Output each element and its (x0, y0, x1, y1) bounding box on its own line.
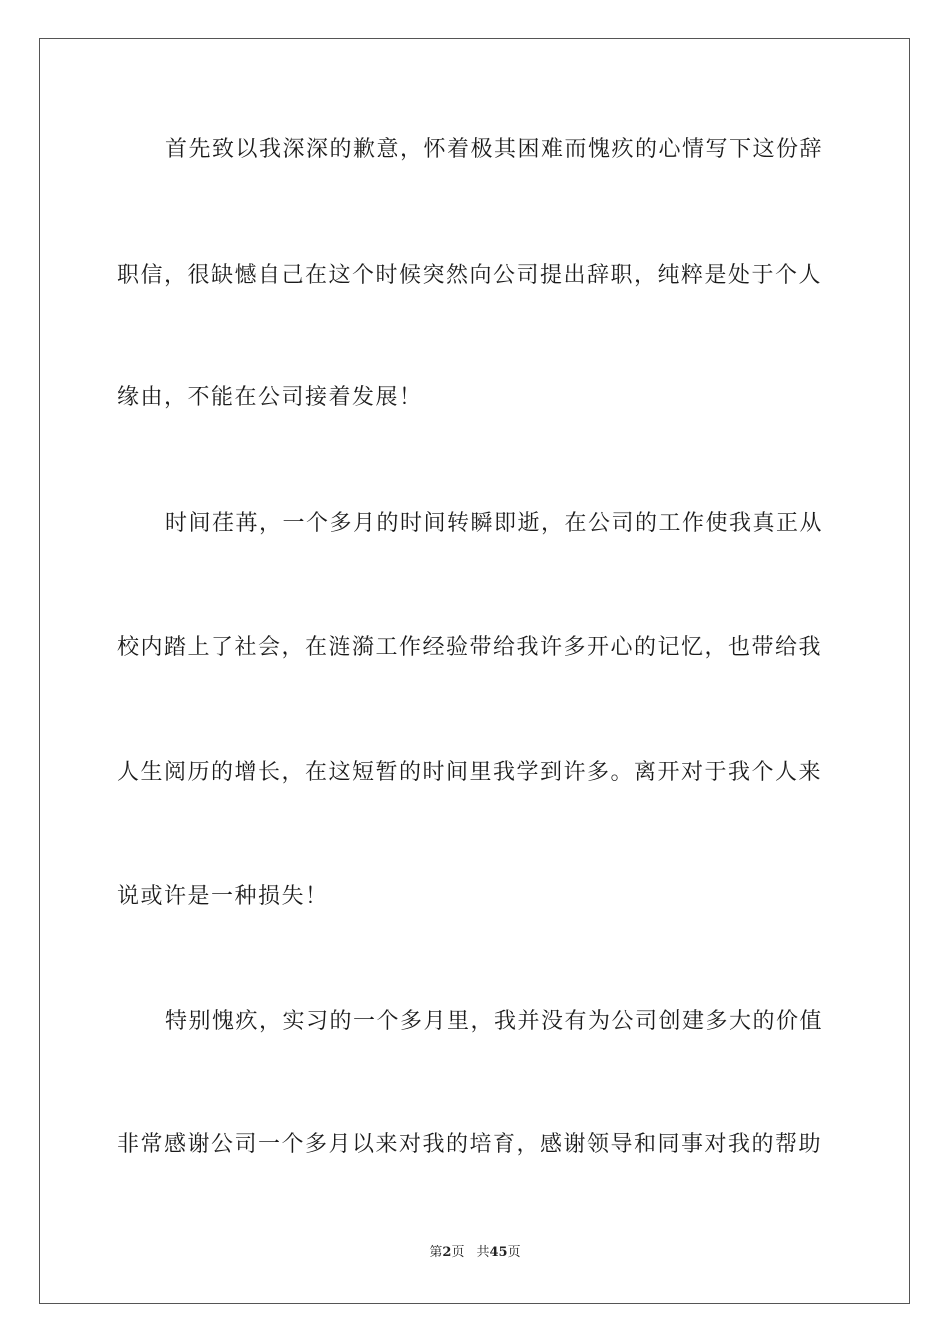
total-prefix: 共 (476, 1245, 490, 1260)
paragraph-2-line-4: 说或许是一种损失！ (117, 884, 329, 909)
total-suffix: 页 (507, 1245, 521, 1260)
total-pages: 45 (489, 1245, 508, 1260)
paragraph-2-line-1: 时间荏苒，一个多月的时间转瞬即逝，在公司的工作使我真正从 (165, 511, 824, 536)
page-number: 2 (442, 1245, 452, 1260)
paragraph-1-line-1: 首先致以我深深的歉意，怀着极其困难而愧疚的心情写下这份辞 (165, 137, 824, 162)
page-prefix: 第 (429, 1245, 443, 1260)
page-footer (0, 1244, 950, 1262)
paragraph-2-line-2: 校内踏上了社会，在涟漪工作经验带给我许多开心的记忆，也带给我 (117, 635, 823, 660)
page-border (39, 38, 910, 1304)
paragraph-1-line-2: 职信，很缺憾自己在这个时候突然向公司提出辞职，纯粹是处于个人 (117, 263, 823, 288)
paragraph-1-line-3: 缘由，不能在公司接着发展！ (117, 385, 423, 410)
paragraph-2-line-3: 人生阅历的增长，在这短暂的时间里我学到许多。离开对于我个人来 (117, 760, 823, 785)
paragraph-3-line-2: 非常感谢公司一个多月以来对我的培育，感谢领导和同事对我的帮助 (117, 1132, 823, 1157)
page-suffix: 页 (451, 1245, 465, 1260)
paragraph-3-line-1: 特别愧疚，实习的一个多月里，我并没有为公司创建多大的价值 (165, 1009, 824, 1034)
